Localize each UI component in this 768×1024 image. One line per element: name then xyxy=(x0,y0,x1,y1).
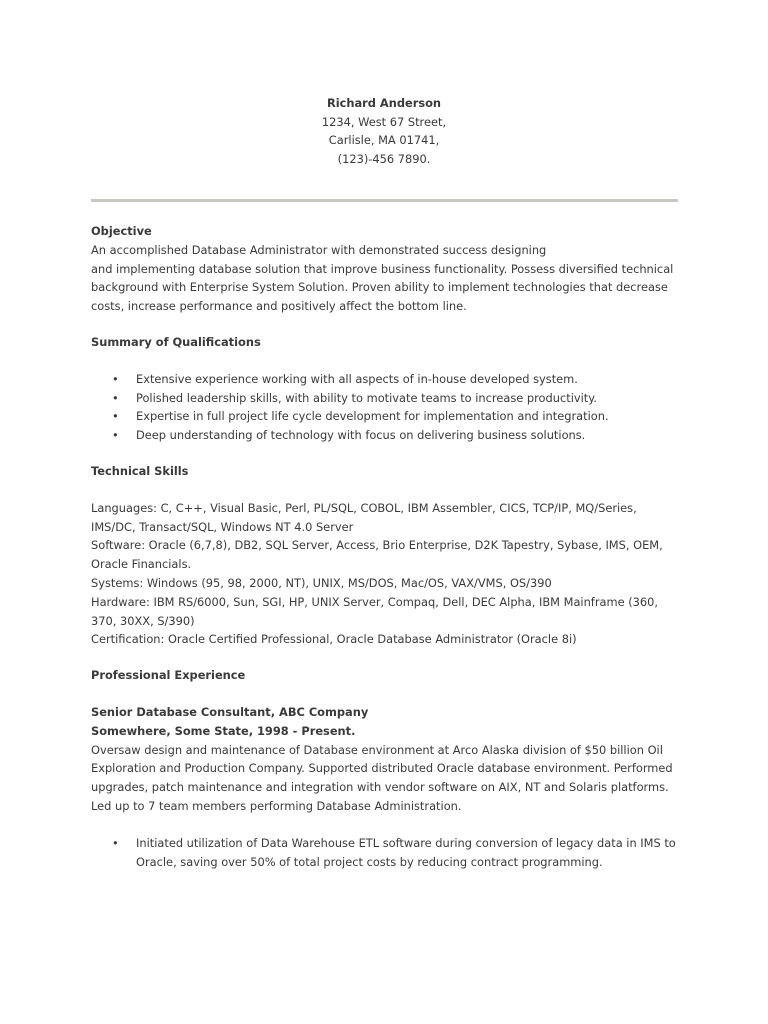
bullet-icon: • xyxy=(112,428,119,443)
list-item xyxy=(91,407,691,426)
list-item xyxy=(91,389,691,408)
list-item-text: Expertise in full project life cycle development for implementation and integration. xyxy=(136,409,609,424)
header-divider xyxy=(91,199,678,202)
bullet-icon: • xyxy=(112,835,119,850)
achievements-list xyxy=(91,834,691,872)
skills-line: IMS/DC, Transact/SQL, Windows NT 4.0 Server xyxy=(91,519,354,534)
list-item xyxy=(91,834,691,872)
candidate-name: Richard Anderson xyxy=(326,96,442,110)
bullet-icon: • xyxy=(112,371,119,386)
job-title: Senior Database Consultant, ABC Company xyxy=(91,704,369,719)
list-item-text: Initiated utilization of Data Warehouse ETL software during conversion of legacy data in IMS to xyxy=(136,835,676,850)
objective-heading: Objective xyxy=(91,224,152,238)
skills-line: 370, 30XX, S/390) xyxy=(91,613,195,628)
list-item-text: Deep understanding of technology with focus on delivering business solutions. xyxy=(136,428,586,443)
list-item xyxy=(91,370,691,389)
objective-line: costs, increase performance and positively affect the bottom line. xyxy=(91,299,467,314)
bullet-icon: • xyxy=(112,390,119,405)
skills-line: Software: Oracle (6,7,8), DB2, SQL Server, Access, Brio Enterprise, D2K Tapestry, Sybase, IMS, OEM, xyxy=(91,538,663,553)
skills-line: Systems: Windows (95, 98, 2000, NT), UNIX, MS/DOS, Mac/OS, VAX/VMS, OS/390 xyxy=(91,575,552,590)
bullet-icon: • xyxy=(112,409,119,424)
skills-line: Hardware: IBM RS/6000, Sun, SGI, HP, UNIX Server, Compaq, Dell, DEC Alpha, IBM Mainframe (360, xyxy=(91,594,659,609)
job-description-line: Led up to 7 team members performing Database Administration. xyxy=(91,798,462,813)
qualifications-heading: Summary of Qualifications xyxy=(91,334,261,349)
skills-line: Oracle Financials. xyxy=(91,557,192,572)
job-description-line: Exploration and Production Company. Supported distributed Oracle database environment. Performed xyxy=(91,761,673,776)
experience-heading: Professional Experience xyxy=(91,668,246,683)
skills-line: Certification: Oracle Certified Professional, Oracle Database Administrator (Oracle 8i) xyxy=(91,632,577,647)
resume-header xyxy=(0,94,768,168)
qualifications-list xyxy=(91,370,691,445)
list-item xyxy=(91,426,691,445)
list-item-text: Polished leadership skills, with ability to motivate teams to increase productivity. xyxy=(136,390,597,405)
list-item-text: Extensive experience working with all aspects of in-house developed system. xyxy=(136,371,578,386)
address-line-1: 1234, West 67 Street, xyxy=(321,114,447,129)
objective-line: background with Enterprise System Solution. Proven ability to implement technologies that decrease xyxy=(91,280,668,295)
list-item-text: Oracle, saving over 50% of total project costs by reducing contract programming. xyxy=(136,854,603,869)
resume-body xyxy=(91,222,691,871)
skills-line: Languages: C, C++, Visual Basic, Perl, PL/SQL, COBOL, IBM Assembler, CICS, TCP/IP, MQ/Series, xyxy=(91,500,637,515)
job-description-line: upgrades, patch maintenance and integration with vendor software on AIX, NT and Solaris platforms. xyxy=(91,780,669,795)
phone-number: (123)-456 7890. xyxy=(337,151,431,166)
job-description-line: Oversaw design and maintenance of Database environment at Arco Alaska division of $50 billion Oil xyxy=(91,742,663,757)
objective-line: and implementing database solution that improve business functionality. Possess diversified technical xyxy=(91,261,674,276)
address-line-2: Carlisle, MA 01741, xyxy=(328,133,440,148)
objective-line: An accomplished Database Administrator with demonstrated success designing xyxy=(91,242,547,257)
skills-heading: Technical Skills xyxy=(91,463,189,478)
job-location: Somewhere, Some State, 1998 - Present. xyxy=(91,723,356,738)
